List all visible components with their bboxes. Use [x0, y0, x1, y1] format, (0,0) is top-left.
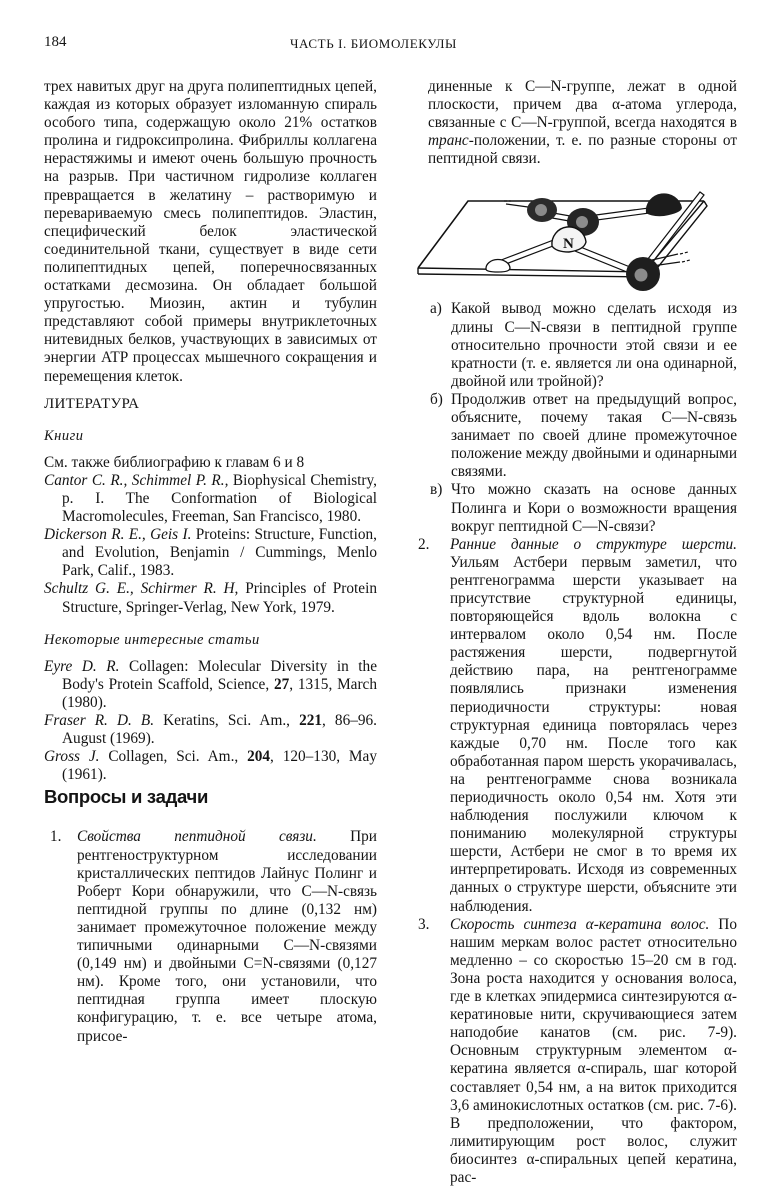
question-text: Уильям Астбери первым заметил, что рентгенограмма шерсти указывает на присутствие структурной единицы, повторяющейся вдоль волокна с интервалом около 0,54 нм. После растяжения шерсти, подвергнутой действию пара, на рентгенограмме появлялись признаки изменения периодичности структуры: новая структурная единица повторялась через каждые 0,70 нм. После того как обработанная паром шерсть укорачивалась, на рентгенограмме снова возникала периодичность около 0,54 нм. Хотя эти наблюдения послужили ключом к пониманию молекулярной структуры шерсти, Астбери не смог в то время их интерпретировать. Исходя из современных данных о структуре шерсти, объясните эти наблюдения. — [450, 553, 737, 915]
reference-authors: Eyre D. R. — [44, 657, 120, 675]
sub-question-a: а) Какой вывод можно сделать исходя из длины C—N-связи в пептидной группе относительно прочности этой связи и ее кратности (т. е. является ли она одинарной, двойной или тройной)? — [430, 300, 737, 390]
question-title: Ранние данные о структуре шерсти. — [450, 535, 737, 553]
question-text: По нашим меркам волос растет относительно медленно – со скоростью 15–20 см в год. Зона роста находится у основания волоса, где в клетках эпидермиса синтезируются α-кератиновые нити, скручивающиеся затем наподобие канатов (см. рис. 7-9). Основным структурным элементом α-кератина является α-спираль, шаг которой составляет 0,54 нм, а на виток приходится 3,6 аминокислотных остатков (см. рис. 7-6). В предположении, что фактором, лимитирующим рост волос, служит биосинтез α-спиральных цепей кератина, рас- — [450, 915, 737, 1186]
reference-item: Dickerson R. E., Geis I. Proteins: Structure, Function, and Evolution, Benjamin / Cummings, Menlo Park, Calif., 1983. — [44, 526, 377, 580]
reference-authors: Gross J. — [44, 748, 100, 766]
reference-volume: 27 — [273, 675, 290, 693]
question-2 — [418, 535, 737, 916]
peptide-plane-figure — [416, 180, 746, 292]
question-number: 3. — [418, 915, 430, 933]
reference-authors: Dickerson R. E., Geis I. — [44, 526, 192, 544]
continuation-paragraph: диненные к C—N-группе, лежат в одной плоскости, причем два α-атома углерода, связанные с C—N-группой, всегда находятся в транс-положении, т. е. по разные стороны от пептидной связи. — [428, 78, 737, 168]
atom-label: N — [563, 236, 574, 253]
reference-authors: Schultz G. E., Schirmer R. H, — [44, 580, 239, 598]
peptide-plane-illustration — [416, 180, 746, 292]
question-title: Свойства пептидной связи. — [77, 828, 317, 846]
reference-item: Cantor C. R., Schimmel P. R., Biophysical Chemistry, p. I. The Conformation of Biological Macromolecules, Freeman, San Francisco, 1980. — [44, 471, 377, 526]
books-subheading: Книги — [44, 427, 84, 444]
reference-volume: 204 — [247, 748, 271, 766]
left-column — [44, 78, 377, 1046]
question-number: 1. — [50, 828, 62, 846]
page-number: 184 — [44, 34, 67, 50]
sub-question-c: в) Что можно сказать на основе данных Полинга и Кори о возможности вращения вокруг пептидной C—N-связи? — [430, 481, 737, 535]
question-number: 2. — [418, 535, 430, 553]
reference-item: Eyre D. R. Collagen: Molecular Diversity in the Body's Protein Scaffold, Science, 27, 1315, March (1980). — [44, 657, 377, 711]
reference-volume: 221 — [299, 712, 323, 729]
question-3 — [418, 915, 737, 1187]
reference-item: Gross J. Collagen, Sci. Am., 204, 120–130, May (1961). — [44, 748, 377, 784]
reference-item: См. также библиографию к главам 6 и 8 — [44, 453, 305, 471]
articles-subheading: Некоторые интересные статьи — [44, 631, 260, 648]
question-1 — [50, 828, 377, 1045]
question-text: При рентгеноструктурном исследовании кристаллических пептидов Лайнус Полинг и Роберт Кори обнаружили, что C—N-связь пептидной группы по длине (0,132 нм) занимает промежуточное положение между типичными одинарными C—N-связями (0,149 нм) и двойными C=N-связями (0,127 нм). Кроме того, они установили, что пептидная группа имеет плоскую конфигурацию, т. е. все четыре атома, присое- — [77, 828, 377, 1045]
reference-item: Schultz G. E., Schirmer R. H, Principles of Protein Structure, Springer-Verlag, New York, 1979. — [44, 580, 377, 616]
reference-authors: Cantor C. R., Schimmel P. R., — [44, 471, 229, 489]
reference-item: Fraser R. D. B. Keratins, Sci. Am., 221, 86–96. August (1969). — [44, 712, 377, 748]
sub-question-b: б) Продолжив ответ на предыдущий вопрос, объясните, почему такая C—N-связь занимает по своей длине промежуточное положение между двойными и одинарными связями. — [430, 390, 738, 481]
literature-heading: ЛИТЕРАТУРА — [44, 395, 140, 412]
running-head: ЧАСТЬ I. БИОМОЛЕКУЛЫ — [290, 36, 457, 51]
questions-heading: Вопросы и задачи — [44, 786, 209, 808]
right-column — [418, 78, 738, 1187]
question-title: Скорость синтеза α-кератина волос. — [450, 915, 710, 933]
intro-paragraph: трех навитых друг на друга полипептидных цепей, каждая из которых образует изломанную спираль особого типа, содержащую около 21% остатков пролина и гидроксипролина. Фибриллы коллагена нерастяжимы и имеют очень большую прочность на разрыв. При частичном гидролизе коллаген превращается в желатину – растворимую и перевариваемую смесь полипептидов. Эластин, специфический белок эластической соединительной ткани, существует в виде сети полипептидных цепей, поперечносвязанных остатками десмозина. Он обладает большой упругостью. Миозин, актин и тубулин представляют собой примеры внутриклеточных нитевидных белков, участвующих в зависимых от энергии ATP процессах мышечного сокращения и перемещения клеток. — [44, 78, 377, 385]
reference-authors: Fraser R. D. B. — [44, 712, 155, 729]
